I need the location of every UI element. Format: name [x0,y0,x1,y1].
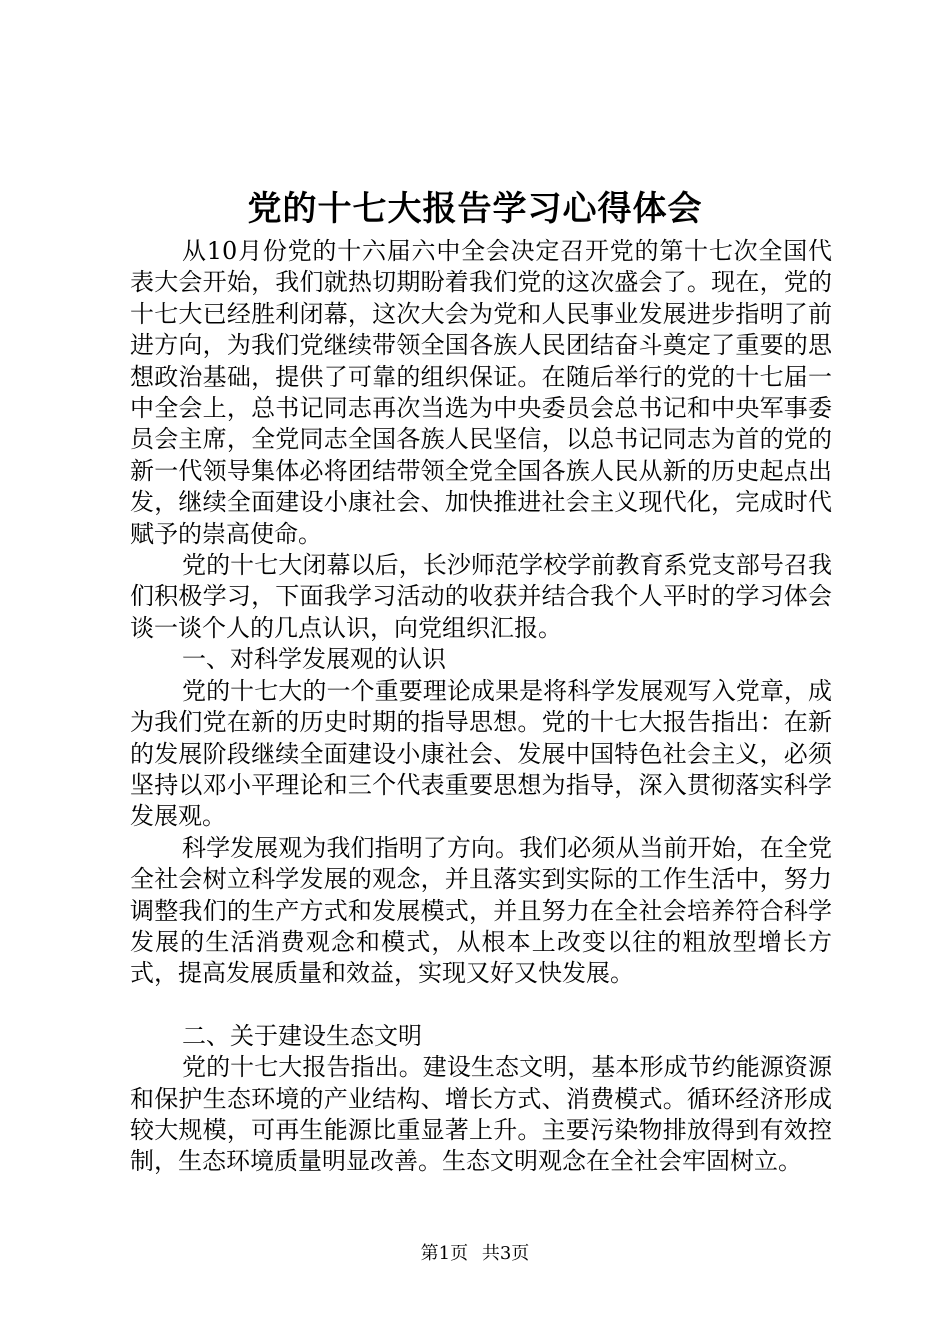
page-footer [0,1242,950,1266]
section-1-heading: 一、对科学发展观的认识 [182,645,446,674]
intro-paragraph-1: 从10月份党的十六届六中全会决定召开党的第十七次全国代表大会开始，我们就热切期盼着我们党的这次盛会了。现在，党的十七大已经胜利闭幕，这次大会为党和人民事业发展进步指明了前进方向，为我们党继续带领全国各族人民团结奋斗奠定了重要的思想政治基础，提供了可靠的组织保证。在随后举行的党的十七届一中全会上，总书记同志再次当选为中央委员会总书记和中央军事委员会主席，全党同志全国各族人民坚信，以总书记同志为首的党的新一代领导集体必将团结带领全党全国各族人民从新的历史起点出发，继续全面建设小康社会、加快推进社会主义现代化，完成时代赋予的崇高使命。 [130,237,832,548]
section-2-paragraph-1: 党的十七大报告指出。建设生态文明，基本形成节约能源资源和保护生态环境的产业结构、增长方式、消费模式。循环经济形成较大规模，可再生能源比重显著上升。主要污染物排放得到有效控制，生态环境质量明显改善。生态文明观念在全社会牢固树立。 [130,1053,832,1176]
section-1-paragraph-1: 党的十七大的一个重要理论成果是将科学发展观写入党章，成为我们党在新的历史时期的指导思想。党的十七大报告指出：在新的发展阶段继续全面建设小康社会、发展中国特色社会主义，必须坚持以邓小平理论和三个代表重要思想为指导，深入贯彻落实科学发展观。 [130,676,832,831]
page-number-current: 第1页 [420,1243,469,1264]
intro-paragraph-2: 党的十七大闭幕以后，长沙师范学校学前教育系党支部号召我们积极学习，下面我学习活动的收获并结合我个人平时的学习体会谈一谈个人的几点认识，向党组织汇报。 [130,551,832,642]
document-body [130,236,832,1178]
document-title: 党的十七大报告学习心得体会 [247,189,703,229]
section-1-paragraph-2: 科学发展观为我们指明了方向。我们必须从当前开始，在全党全社会树立科学发展的观念，并且落实到实际的工作生活中，努力调整我们的生产方式和发展模式，并且努力在全社会培养符合科学发展的生活消费观念和模式，从根本上改变以往的粗放型增长方式，提高发展质量和效益，实现又好又快发展。 [130,833,832,988]
page-number-total: 共3页 [481,1243,530,1264]
section-spacer [130,990,832,1021]
section-2-heading: 二、关于建设生态文明 [182,1021,422,1050]
